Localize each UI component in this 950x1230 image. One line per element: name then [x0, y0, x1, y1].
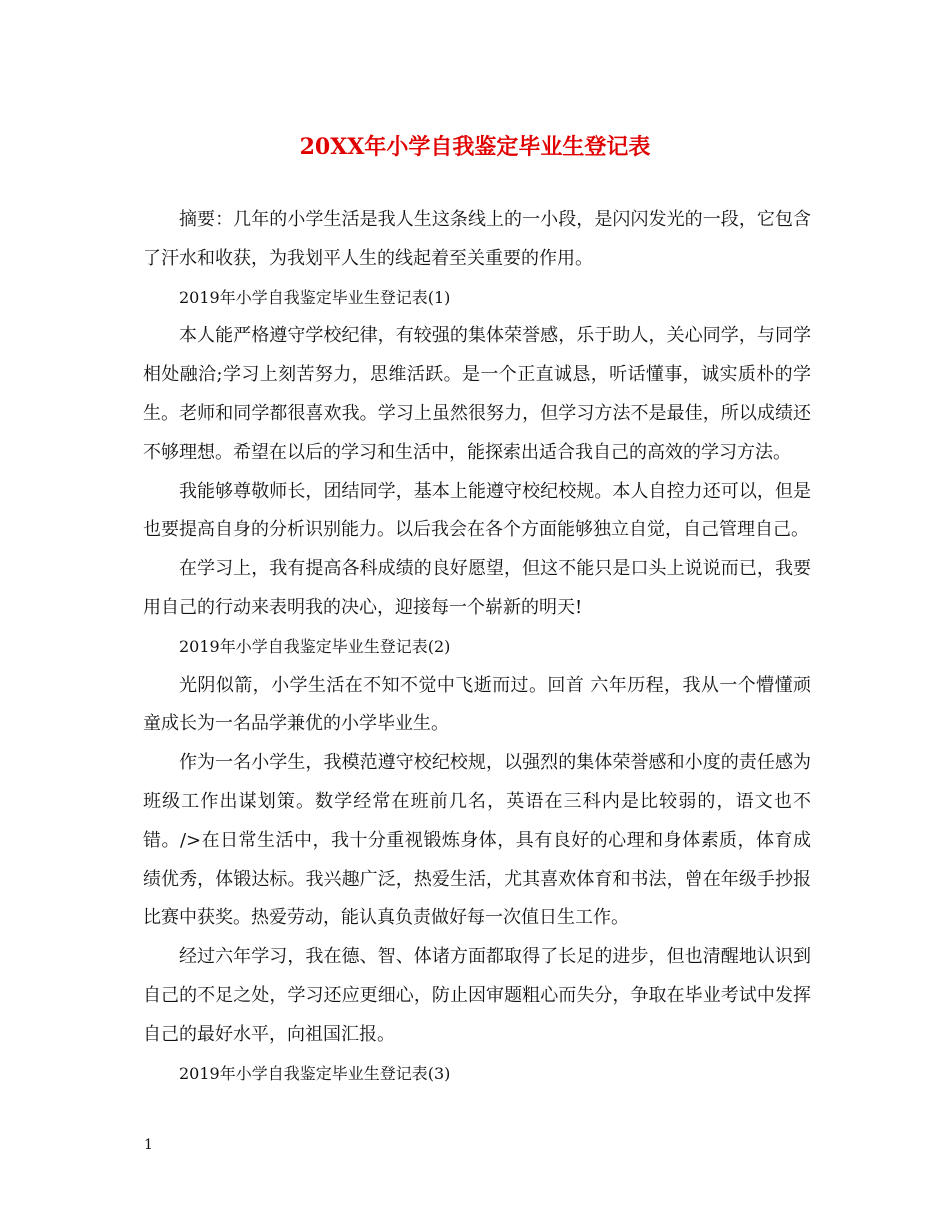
- document-body: [143, 201, 811, 1093]
- page-number: 1: [144, 1137, 153, 1153]
- body-paragraph: 本人能严格遵守学校纪律，有较强的集体荣誉感，乐于助人，关心同学，与同学相处融洽;学习上刻苦努力，思维活跃。是一个正直诚恳，听话懂事，诚实质朴的学生。老师和同学都很喜欢我。学习上虽然很努力，但学习方法不是最佳，所以成绩还不够理想。希望在以后的学习和生活中，能探索出适合我自己的高效的学习方法。: [143, 325, 811, 463]
- body-paragraph: 作为一名小学生，我模范遵守校纪校规，以强烈的集体荣誉感和小度的责任感为班级工作出谋划策。数学经常在班前几名，英语在三科内是比较弱的，语文也不错。/>在日常生活中，我十分重视锻炼身体，具有良好的心理和身体素质，体育成绩优秀，体锻达标。我兴趣广泛，热爱生活，尤其喜欢体育和书法，曾在年级手抄报比赛中获奖。热爱劳动，能认真负责做好每一次值日生工作。: [143, 752, 811, 929]
- body-paragraph: 在学习上，我有提高各科成绩的良好愿望，但这不能只是口头上说说而已，我要用自己的行动来表明我的决心，迎接每一个崭新的明天!: [143, 558, 811, 618]
- section-heading-1: 2019年小学自我鉴定毕业生登记表(1): [179, 287, 451, 307]
- section-heading-3: 2019年小学自我鉴定毕业生登记表(3): [179, 1063, 451, 1083]
- section-heading-2: 2019年小学自我鉴定毕业生登记表(2): [179, 636, 451, 656]
- body-paragraph: 我能够尊敬师长，团结同学，基本上能遵守校纪校规。本人自控力还可以，但是也要提高自身的分析识别能力。以后我会在各个方面能够独立自觉，自己管理自己。: [143, 480, 811, 541]
- document-title: 20XX年小学自我鉴定毕业生登记表: [299, 134, 651, 160]
- abstract-paragraph: 摘要：几年的小学生活是我人生这条线上的一小段，是闪闪发光的一段，它包含了汗水和收获，为我划平人生的线起着至关重要的作用。: [143, 209, 811, 269]
- body-paragraph: 光阴似箭，小学生活在不知不觉中飞逝而过。回首 六年历程，我从一个懵懂顽童成长为一名品学兼优的小学毕业生。: [143, 674, 811, 735]
- body-paragraph: 经过六年学习，我在德、智、体诸方面都取得了长足的进步，但也清醒地认识到自己的不足之处，学习还应更细心，防止因审题粗心而失分，争取在毕业考试中发挥自己的最好水平，向祖国汇报。: [143, 946, 811, 1045]
